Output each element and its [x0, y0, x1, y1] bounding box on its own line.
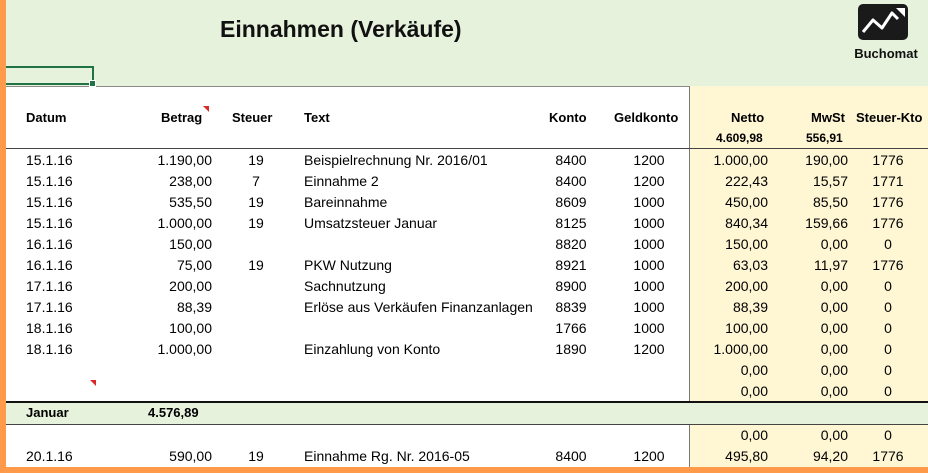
cell-text[interactable]: Sachnutzung [304, 278, 386, 294]
cell-geldkonto[interactable]: 1000 [633, 320, 665, 336]
column-header-geldkonto[interactable]: Geldkonto [614, 110, 679, 125]
cell-datum[interactable]: 15.1.16 [26, 152, 73, 168]
cell-netto[interactable]: 222,43 [725, 173, 768, 189]
cell-steuer-kto[interactable]: 1776 [872, 448, 904, 464]
cell-netto[interactable]: 0,00 [740, 427, 768, 443]
cell-mwst[interactable]: 0,00 [820, 362, 848, 378]
cell-mwst[interactable]: 159,66 [805, 215, 848, 231]
cell-mwst[interactable]: 0,00 [820, 299, 848, 315]
cell-text[interactable]: Einnahme Rg. Nr. 2016-05 [304, 448, 470, 464]
cell-betrag[interactable]: 1.000,00 [157, 341, 212, 357]
cell-datum[interactable]: 18.1.16 [26, 320, 73, 336]
column-header-betrag[interactable]: Betrag [161, 110, 203, 125]
cell-geldkonto[interactable]: 1000 [633, 194, 665, 210]
cell-geldkonto[interactable]: 1000 [633, 257, 665, 273]
cell-netto[interactable]: 88,39 [732, 299, 768, 315]
table-row[interactable] [6, 446, 928, 467]
cell-betrag[interactable]: 590,00 [169, 448, 212, 464]
cell-datum[interactable]: 16.1.16 [26, 257, 73, 273]
cell-konto[interactable]: 8900 [555, 278, 587, 294]
cell-netto[interactable]: 1.000,00 [713, 152, 768, 168]
comment-indicator[interactable] [90, 380, 96, 386]
cell-netto[interactable]: 495,80 [725, 448, 768, 464]
cell-steuer-kto[interactable]: 0 [884, 383, 892, 399]
cell-netto[interactable]: 0,00 [740, 362, 768, 378]
fill-handle[interactable] [89, 80, 96, 87]
column-header-netto[interactable]: Netto [731, 110, 765, 125]
cell-mwst[interactable]: 94,20 [812, 448, 848, 464]
table-row[interactable] [6, 318, 928, 339]
table-row[interactable] [6, 150, 928, 171]
cell-steuer[interactable]: 19 [248, 152, 264, 168]
logo [844, 0, 926, 66]
cell-text[interactable]: PKW Nutzung [304, 257, 392, 273]
table-row[interactable] [6, 276, 928, 297]
cell-geldkonto[interactable]: 1200 [633, 152, 665, 168]
cell-datum[interactable]: 16.1.16 [26, 236, 73, 252]
total-netto: 4.609,98 [716, 131, 763, 145]
cell-steuer-kto[interactable]: 1771 [872, 173, 904, 189]
cell-datum[interactable]: 18.1.16 [26, 341, 73, 357]
cell-geldkonto[interactable]: 1000 [633, 236, 665, 252]
cell-betrag[interactable]: 150,00 [169, 236, 212, 252]
cell-konto[interactable]: 8400 [555, 448, 587, 464]
cell-datum[interactable]: 15.1.16 [26, 194, 73, 210]
summary-month-label: Januar [26, 405, 69, 420]
cell-steuer-kto[interactable]: 1776 [872, 194, 904, 210]
cell-betrag[interactable]: 200,00 [169, 278, 212, 294]
cell-geldkonto[interactable]: 1000 [633, 278, 665, 294]
cell-netto[interactable]: 0,00 [740, 383, 768, 399]
cell-datum[interactable]: 17.1.16 [26, 278, 73, 294]
header-divider [6, 148, 928, 149]
cell-betrag[interactable]: 100,00 [169, 320, 212, 336]
cell-mwst[interactable]: 15,57 [812, 173, 848, 189]
cell-netto[interactable]: 450,00 [725, 194, 768, 210]
cell-text[interactable]: Bareinnahme [304, 194, 388, 210]
column-header-steuer[interactable]: Steuer [232, 110, 273, 125]
page-title: Einnahmen (Verkäufe) [220, 16, 462, 42]
cell-mwst[interactable]: 0,00 [820, 320, 848, 336]
cell-geldkonto[interactable]: 1200 [633, 341, 665, 357]
table-row[interactable] [6, 213, 928, 234]
column-header-datum[interactable]: Datum [26, 110, 67, 125]
cell-konto[interactable]: 8609 [555, 194, 587, 210]
cell-konto[interactable]: 8921 [555, 257, 587, 273]
cell-mwst[interactable]: 0,00 [820, 278, 848, 294]
cell-betrag[interactable]: 1.190,00 [157, 152, 212, 168]
cell-steuer[interactable]: 19 [248, 257, 264, 273]
cell-datum[interactable]: 17.1.16 [26, 299, 73, 315]
cell-datum[interactable]: 15.1.16 [26, 215, 73, 231]
cell-steuer-kto[interactable]: 0 [884, 278, 892, 294]
month-summary-row[interactable] [6, 401, 928, 425]
cell-steuer[interactable]: 19 [248, 448, 264, 464]
cell-betrag[interactable]: 75,00 [176, 257, 212, 273]
cell-geldkonto[interactable]: 1000 [633, 215, 665, 231]
cell-konto[interactable]: 8400 [555, 152, 587, 168]
column-header-steuer-kto[interactable]: Steuer-Kto [856, 110, 923, 125]
cell-mwst[interactable]: 0,00 [820, 427, 848, 443]
cell-datum[interactable]: 20.1.16 [26, 448, 73, 464]
logo-text: Buchomat [854, 46, 918, 61]
title-banner [6, 0, 928, 87]
cell-mwst[interactable]: 190,00 [805, 152, 848, 168]
cell-betrag[interactable]: 1.000,00 [157, 215, 212, 231]
cell-konto[interactable]: 1766 [555, 320, 587, 336]
cell-steuer-kto[interactable]: 0 [884, 236, 892, 252]
cell-text[interactable]: Einnahme 2 [304, 173, 379, 189]
cell-steuer-kto[interactable]: 0 [884, 427, 892, 443]
table-row[interactable] [6, 171, 928, 192]
cell-netto[interactable]: 200,00 [725, 278, 768, 294]
cell-netto[interactable]: 100,00 [725, 320, 768, 336]
cell-geldkonto[interactable]: 1000 [633, 299, 665, 315]
cell-datum[interactable]: 15.1.16 [26, 173, 73, 189]
cell-steuer-kto[interactable]: 0 [884, 320, 892, 336]
cell-netto[interactable]: 63,03 [732, 257, 768, 273]
table-row[interactable] [6, 255, 928, 276]
cell-mwst[interactable]: 0,00 [820, 383, 848, 399]
cell-steuer[interactable]: 19 [248, 194, 264, 210]
cell-konto[interactable]: 8839 [555, 299, 587, 315]
cell-steuer-kto[interactable]: 0 [884, 299, 892, 315]
cell-mwst[interactable]: 11,97 [814, 257, 848, 273]
cell-mwst[interactable]: 0,00 [820, 341, 848, 357]
chart-trend-icon [858, 4, 908, 40]
cell-steuer-kto[interactable]: 1776 [872, 257, 904, 273]
spreadsheet-sheet [6, 0, 928, 467]
cell-geldkonto[interactable]: 1200 [633, 173, 665, 189]
column-header-text[interactable]: Text [304, 110, 330, 125]
cell-steuer-kto[interactable]: 0 [884, 341, 892, 357]
cell-betrag[interactable]: 238,00 [169, 173, 212, 189]
cell-netto[interactable]: 150,00 [725, 236, 768, 252]
cell-mwst[interactable]: 85,50 [812, 194, 848, 210]
table-row[interactable] [6, 234, 928, 255]
cell-konto[interactable]: 8125 [555, 215, 587, 231]
table-row[interactable] [6, 381, 928, 402]
summary-total: 4.576,89 [148, 405, 199, 420]
cell-steuer-kto[interactable]: 1776 [872, 152, 904, 168]
comment-indicator[interactable] [203, 106, 209, 112]
cell-betrag[interactable]: 535,50 [169, 194, 212, 210]
cell-steuer-kto[interactable]: 0 [884, 362, 892, 378]
cell-text[interactable]: Einzahlung von Konto [304, 341, 441, 357]
cell-text[interactable]: Erlöse aus Verkäufen Finanzanlagen [304, 299, 533, 315]
cell-geldkonto[interactable]: 1200 [633, 448, 665, 464]
cell-text[interactable]: Beispielrechnung Nr. 2016/01 [304, 152, 488, 168]
cell-konto[interactable]: 1890 [555, 341, 587, 357]
table-row[interactable] [6, 297, 928, 318]
cell-steuer[interactable]: 7 [252, 173, 260, 189]
cell-steuer[interactable]: 19 [248, 215, 264, 231]
cell-mwst[interactable]: 0,00 [820, 236, 848, 252]
cell-text[interactable]: Umsatzsteuer Januar [304, 215, 438, 231]
cell-netto[interactable]: 1.000,00 [713, 341, 768, 357]
cell-betrag[interactable]: 88,39 [176, 299, 212, 315]
total-mwst: 556,91 [806, 131, 843, 145]
cell-steuer-kto[interactable]: 1776 [872, 215, 904, 231]
selected-cell[interactable] [6, 66, 94, 85]
cell-netto[interactable]: 840,34 [725, 215, 768, 231]
table-row[interactable] [6, 360, 928, 381]
cell-konto[interactable]: 8820 [555, 236, 587, 252]
table-row[interactable] [6, 339, 928, 360]
table-row[interactable] [6, 425, 928, 446]
table-row[interactable] [6, 192, 928, 213]
column-header-konto[interactable]: Konto [549, 110, 587, 125]
column-header-mwst[interactable]: MwSt [811, 110, 845, 125]
cell-konto[interactable]: 8400 [555, 173, 587, 189]
